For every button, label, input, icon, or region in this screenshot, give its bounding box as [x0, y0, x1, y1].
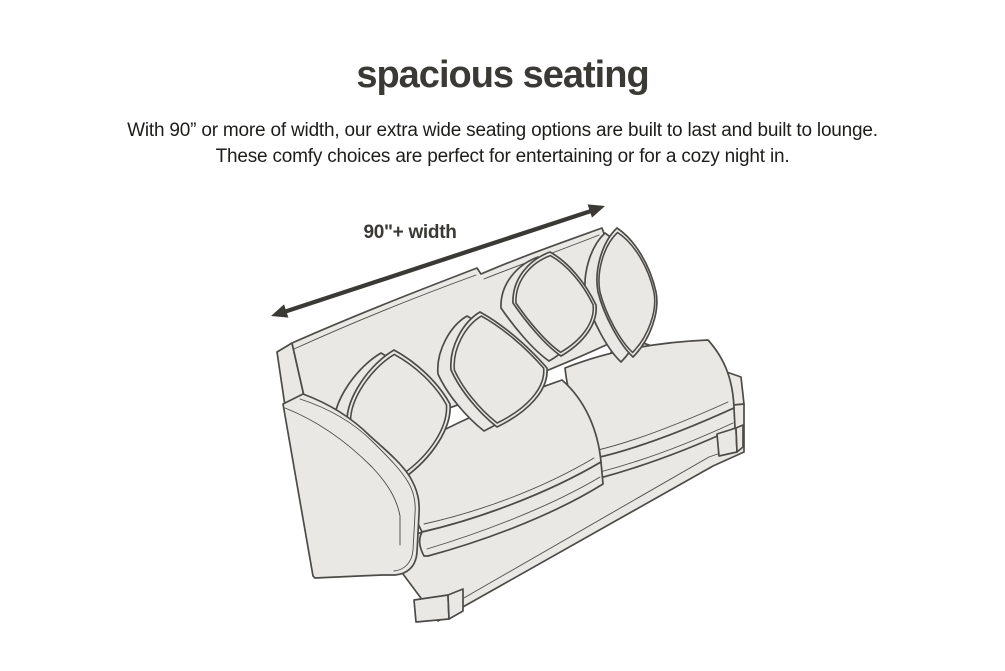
arrowhead-right	[588, 204, 605, 217]
sofa-line-drawing	[277, 228, 744, 622]
page-title: spacious seating	[356, 54, 649, 96]
arrowhead-left	[271, 304, 288, 317]
subtitle-line-2: These comfy choices are perfect for entertaining or for a cozy night in.	[215, 146, 790, 167]
dimension-label: 90"+ width	[363, 222, 457, 243]
subtitle-line-1: With 90” or more of width, our extra wide seating options are built to last and built to lounge.	[127, 120, 878, 141]
